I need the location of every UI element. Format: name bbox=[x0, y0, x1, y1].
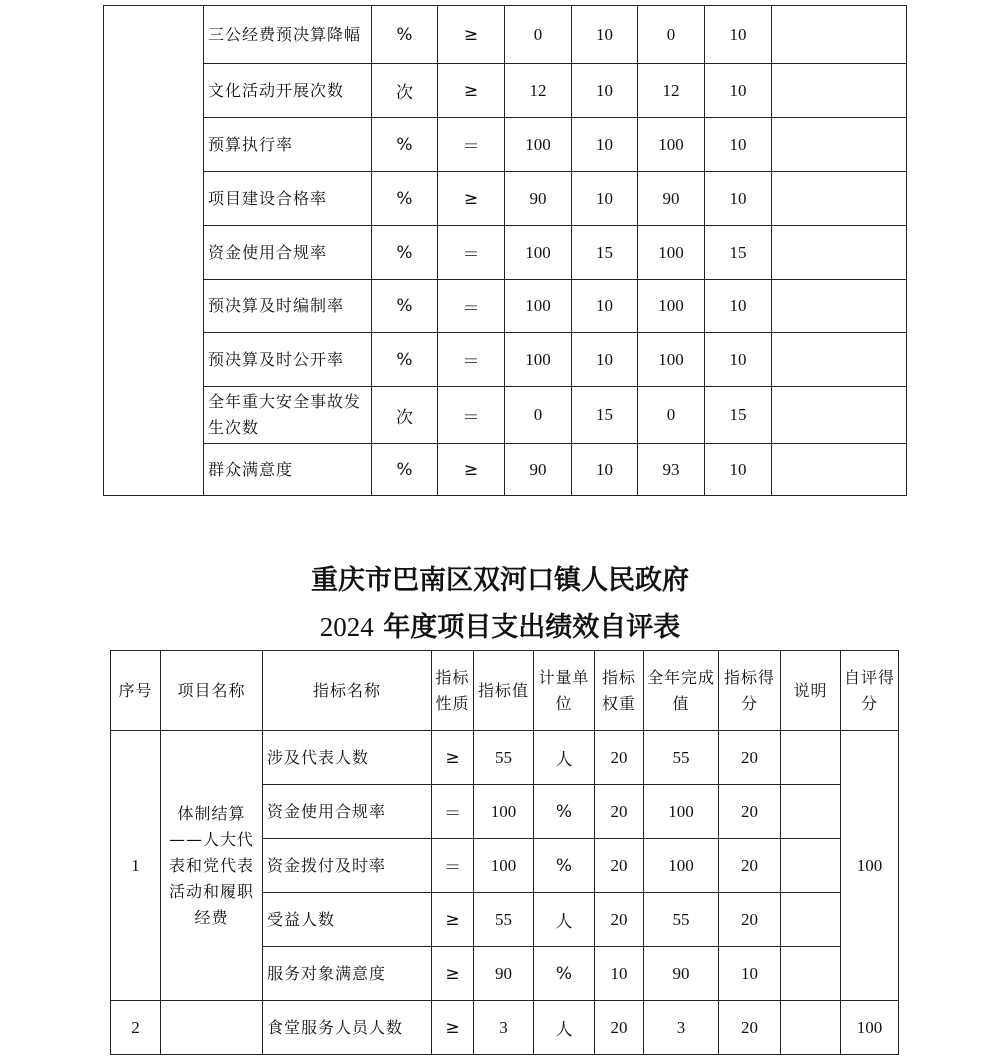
indicator-name: 文化活动开展次数 bbox=[204, 64, 372, 118]
indicator-name: 项目建设合格率 bbox=[204, 172, 372, 226]
header-seq: 序号 bbox=[111, 651, 161, 731]
unit: % bbox=[534, 947, 595, 1001]
actual-value: 0 bbox=[638, 6, 705, 64]
target-value: 0 bbox=[505, 6, 572, 64]
weight: 15 bbox=[572, 226, 638, 280]
note-cell bbox=[781, 731, 841, 785]
score: 15 bbox=[705, 226, 772, 280]
self-score: 100 bbox=[841, 731, 899, 1001]
note-cell bbox=[772, 280, 907, 333]
actual-value: 0 bbox=[638, 387, 705, 444]
indicator-name: 预决算及时编制率 bbox=[204, 280, 372, 333]
weight: 10 bbox=[572, 118, 638, 172]
unit: % bbox=[534, 839, 595, 893]
weight: 20 bbox=[595, 1001, 644, 1055]
weight: 10 bbox=[572, 444, 638, 496]
note-cell bbox=[772, 444, 907, 496]
weight: 20 bbox=[595, 731, 644, 785]
target-value: 0 bbox=[505, 387, 572, 444]
self-score: 100 bbox=[841, 1001, 899, 1055]
note-cell bbox=[772, 226, 907, 280]
table-row bbox=[104, 6, 907, 64]
unit: 次 bbox=[372, 64, 438, 118]
project-name: 体制结算——人大代表和党代表活动和履职经费 bbox=[161, 731, 263, 1001]
target-value: 100 bbox=[505, 118, 572, 172]
unit: % bbox=[372, 444, 438, 496]
score: 10 bbox=[705, 444, 772, 496]
note-cell bbox=[772, 64, 907, 118]
document-title-line1: 重庆市巴南区双河口镇人民政府 bbox=[311, 565, 689, 596]
target-value: 100 bbox=[505, 333, 572, 387]
document-title-line2 bbox=[0, 605, 1000, 644]
target-value: 100 bbox=[474, 839, 534, 893]
operator: ＝ bbox=[432, 839, 474, 893]
unit: % bbox=[372, 118, 438, 172]
target-value: 3 bbox=[474, 1001, 534, 1055]
indicator-name: 食堂服务人员人数 bbox=[263, 1001, 432, 1055]
unit: % bbox=[372, 333, 438, 387]
actual-value: 90 bbox=[638, 172, 705, 226]
top-indicator-table bbox=[103, 5, 907, 496]
indicator-name: 群众满意度 bbox=[204, 444, 372, 496]
table-row bbox=[104, 172, 907, 226]
target-value: 55 bbox=[474, 893, 534, 947]
operator: ＝ bbox=[438, 387, 505, 444]
target-value: 100 bbox=[474, 785, 534, 839]
header-score: 指标得分 bbox=[719, 651, 781, 731]
score: 10 bbox=[705, 64, 772, 118]
table-row bbox=[104, 333, 907, 387]
actual-value: 12 bbox=[638, 64, 705, 118]
weight: 20 bbox=[595, 785, 644, 839]
weight: 10 bbox=[572, 6, 638, 64]
indicator-name: 预算执行率 bbox=[204, 118, 372, 172]
actual-value: 55 bbox=[644, 893, 719, 947]
unit: 人 bbox=[534, 893, 595, 947]
actual-value: 100 bbox=[644, 839, 719, 893]
note-cell bbox=[781, 785, 841, 839]
score: 15 bbox=[705, 387, 772, 444]
unit: % bbox=[372, 172, 438, 226]
score: 10 bbox=[705, 280, 772, 333]
unit: % bbox=[372, 280, 438, 333]
target-value: 90 bbox=[505, 172, 572, 226]
target-value: 90 bbox=[474, 947, 534, 1001]
score: 20 bbox=[719, 731, 781, 785]
indicator-name: 涉及代表人数 bbox=[263, 731, 432, 785]
weight: 10 bbox=[572, 64, 638, 118]
table-row bbox=[104, 64, 907, 118]
indicator-name: 资金拨付及时率 bbox=[263, 839, 432, 893]
target-value: 90 bbox=[505, 444, 572, 496]
table-row bbox=[111, 1001, 899, 1055]
header-self-score: 自评得分 bbox=[841, 651, 899, 731]
note-cell bbox=[781, 947, 841, 1001]
score: 10 bbox=[719, 947, 781, 1001]
note-cell bbox=[781, 893, 841, 947]
header-nature: 指标性质 bbox=[432, 651, 474, 731]
table-row bbox=[104, 226, 907, 280]
actual-value: 55 bbox=[644, 731, 719, 785]
score: 10 bbox=[705, 118, 772, 172]
actual-value: 90 bbox=[644, 947, 719, 1001]
title-rest: 年度项目支出绩效自评表 bbox=[373, 612, 681, 643]
note-cell bbox=[772, 333, 907, 387]
weight: 10 bbox=[572, 172, 638, 226]
weight: 10 bbox=[572, 280, 638, 333]
project-name bbox=[161, 1001, 263, 1055]
weight: 20 bbox=[595, 893, 644, 947]
operator: ≥ bbox=[438, 172, 505, 226]
operator: ＝ bbox=[438, 280, 505, 333]
unit: 次 bbox=[372, 387, 438, 444]
actual-value: 100 bbox=[638, 333, 705, 387]
score: 20 bbox=[719, 785, 781, 839]
note-cell bbox=[772, 6, 907, 64]
score: 10 bbox=[705, 6, 772, 64]
unit: % bbox=[534, 785, 595, 839]
note-cell bbox=[781, 1001, 841, 1055]
operator: ≥ bbox=[438, 6, 505, 64]
indicator-name: 资金使用合规率 bbox=[204, 226, 372, 280]
table-row bbox=[111, 731, 899, 785]
actual-value: 93 bbox=[638, 444, 705, 496]
header-row bbox=[111, 651, 899, 731]
score: 10 bbox=[705, 333, 772, 387]
unit: 人 bbox=[534, 731, 595, 785]
weight: 20 bbox=[595, 839, 644, 893]
project-evaluation-table bbox=[110, 650, 899, 1055]
indicator-name: 全年重大安全事故发生次数 bbox=[204, 387, 372, 444]
actual-value: 100 bbox=[644, 785, 719, 839]
score: 10 bbox=[705, 172, 772, 226]
header-indicator: 指标名称 bbox=[263, 651, 432, 731]
header-note: 说明 bbox=[781, 651, 841, 731]
score: 20 bbox=[719, 893, 781, 947]
target-value: 100 bbox=[505, 226, 572, 280]
weight: 15 bbox=[572, 387, 638, 444]
table-row bbox=[104, 444, 907, 496]
operator: ＝ bbox=[438, 226, 505, 280]
actual-value: 100 bbox=[638, 118, 705, 172]
unit: % bbox=[372, 226, 438, 280]
indicator-name: 服务对象满意度 bbox=[263, 947, 432, 1001]
indicator-name: 资金使用合规率 bbox=[263, 785, 432, 839]
score: 20 bbox=[719, 1001, 781, 1055]
actual-value: 100 bbox=[638, 226, 705, 280]
project-seq: 1 bbox=[111, 731, 161, 1001]
header-actual: 全年完成值 bbox=[644, 651, 719, 731]
table-row bbox=[104, 280, 907, 333]
operator: ＝ bbox=[438, 118, 505, 172]
note-cell bbox=[772, 172, 907, 226]
operator: ≥ bbox=[432, 947, 474, 1001]
operator: ≥ bbox=[438, 64, 505, 118]
operator: ≥ bbox=[432, 731, 474, 785]
unit: % bbox=[372, 6, 438, 64]
merged-category-cell bbox=[104, 6, 204, 496]
table-row bbox=[104, 118, 907, 172]
note-cell bbox=[772, 118, 907, 172]
target-value: 55 bbox=[474, 731, 534, 785]
operator: ≥ bbox=[438, 444, 505, 496]
header-project: 项目名称 bbox=[161, 651, 263, 731]
operator: ≥ bbox=[432, 893, 474, 947]
target-value: 100 bbox=[505, 280, 572, 333]
operator: ＝ bbox=[438, 333, 505, 387]
header-unit: 计量单位 bbox=[534, 651, 595, 731]
header-value: 指标值 bbox=[474, 651, 534, 731]
header-weight: 指标权重 bbox=[595, 651, 644, 731]
actual-value: 100 bbox=[638, 280, 705, 333]
indicator-name: 预决算及时公开率 bbox=[204, 333, 372, 387]
note-cell bbox=[781, 839, 841, 893]
table-row bbox=[104, 387, 907, 444]
target-value: 12 bbox=[505, 64, 572, 118]
unit: 人 bbox=[534, 1001, 595, 1055]
operator: ≥ bbox=[432, 1001, 474, 1055]
operator: ＝ bbox=[432, 785, 474, 839]
weight: 10 bbox=[595, 947, 644, 1001]
project-seq: 2 bbox=[111, 1001, 161, 1055]
note-cell bbox=[772, 387, 907, 444]
actual-value: 3 bbox=[644, 1001, 719, 1055]
indicator-name: 受益人数 bbox=[263, 893, 432, 947]
weight: 10 bbox=[572, 333, 638, 387]
title-year: 2024 bbox=[319, 612, 374, 642]
score: 20 bbox=[719, 839, 781, 893]
indicator-name: 三公经费预决算降幅 bbox=[204, 6, 372, 64]
